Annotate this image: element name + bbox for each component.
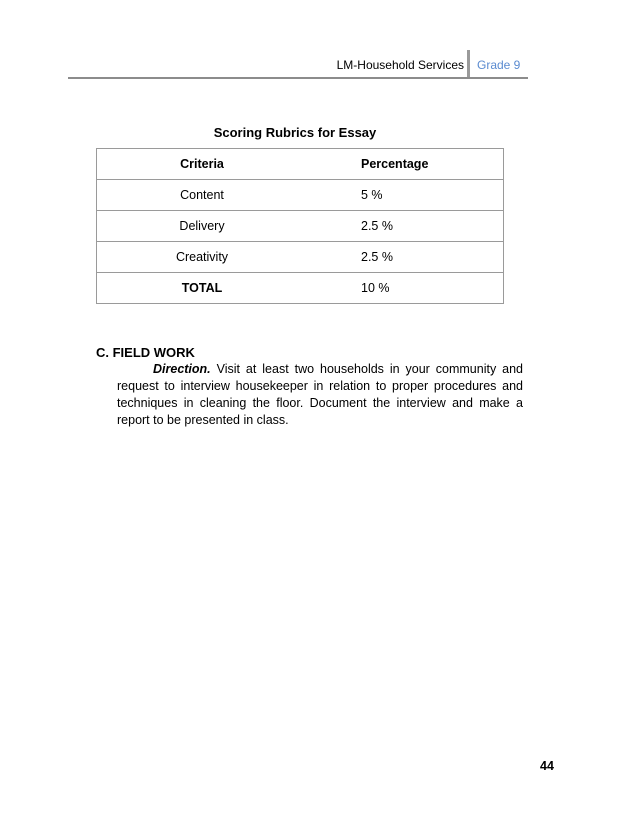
table-title: Scoring Rubrics for Essay — [213, 125, 377, 140]
percentage-cell: 2.5 % — [307, 242, 504, 273]
criteria-cell: Content — [97, 180, 308, 211]
section-body — [96, 361, 523, 429]
column-header-criteria: Criteria — [97, 149, 308, 180]
percentage-cell-total: 10 % — [307, 273, 504, 304]
table-row-total — [97, 273, 504, 304]
field-work-section — [96, 344, 523, 429]
percentage-cell: 5 % — [307, 180, 504, 211]
page-header — [68, 50, 528, 78]
header-divider — [467, 50, 470, 77]
criteria-cell: Delivery — [97, 211, 308, 242]
section-heading: C. FIELD WORK — [96, 345, 195, 360]
table-row — [97, 180, 504, 211]
header-rule — [68, 77, 528, 79]
table-row — [97, 211, 504, 242]
percentage-cell: 2.5 % — [307, 211, 504, 242]
header-grade: Grade 9 — [477, 58, 521, 72]
table-header-row — [97, 149, 504, 180]
table-row — [97, 242, 504, 273]
direction-text: Visit at least two households in your community and request to interview housekeeper in relation to proper procedures and techniques in cleaning the floor. Document the interview and make a report to be presented in class. — [117, 362, 523, 427]
criteria-cell-total: TOTAL — [97, 273, 308, 304]
page-number: 44 — [540, 759, 554, 773]
rubric-table — [96, 148, 504, 304]
direction-label: Direction. — [153, 362, 211, 376]
column-header-percentage: Percentage — [307, 149, 504, 180]
header-title: LM-Household Services — [336, 58, 464, 72]
criteria-cell: Creativity — [97, 242, 308, 273]
